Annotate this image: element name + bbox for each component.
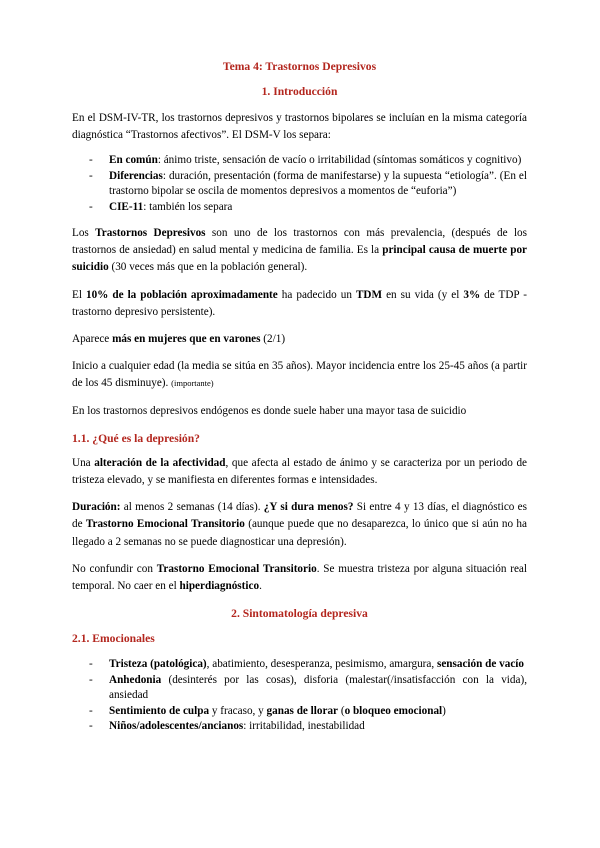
paragraph-no-confundir: No confundir con Trastorno Emocional Transitorio. Se muestra tristeza por alguna situación real temporal. No caer en el hiperdiagnóstico. [72, 562, 527, 593]
section-heading-emocionales: 2.1. Emocionales [72, 632, 155, 646]
dash-marker: - [89, 169, 93, 182]
paragraph-dsm: En el DSM-IV-TR, los trastornos depresivos y trastornos bipolares se incluían en la misma categoría diagnóstica “Trastornos afectivos”. El DSM-V los separa: [72, 112, 527, 142]
dash-marker: - [89, 673, 93, 686]
bullet-text: : también los separa [143, 200, 233, 213]
dash-marker: - [89, 154, 93, 167]
note-importante: (importante) [171, 378, 214, 389]
paragraph-definicion: Una alteración de la afectividad, que afecta al estado de ánimo y se caracteriza por un periodo de tristeza elevado, y se manifiesta en diferentes formas e intensidades. [72, 456, 528, 487]
section-heading-introduccion: 1. Introducción [261, 85, 338, 98]
paragraph-inicio: Inicio a cualquier edad (la media se sitúa en 35 años). Mayor incidencia entre los 25-45 años (a partir de los 45 disminuye). (importante) [72, 360, 527, 390]
document-title: Tema 4: Trastornos Depresivos [222, 60, 377, 73]
paragraph-duracion: Duración: al menos 2 semanas (14 días). ¿Y si dura menos? Si entre 4 y 13 días, el diagnóstico es de Trastorno Emocional Transitorio (aunque puede que no desaparezca, lo único que si aún no ha llegado a 2 semanas no se puede diagnosticar una depresión). [72, 501, 527, 548]
bullet-list-emocionales [72, 657, 527, 734]
dash-marker: - [89, 200, 93, 213]
section-heading-sintomatologia: 2. Sintomatología depresiva [231, 607, 368, 621]
paragraph-porcentaje: El 10% de la población aproximadamente ha padecido un TDM en su vida (y el 3% de TDP - trastorno depresivo persistente). [72, 288, 527, 318]
bullet-text: : duración, presentación (forma de manifestarse) y la supuesta “etiología”. (En el trastorno bipolar se oscila de momentos depresivos a momentos de “euforia”) [109, 169, 527, 198]
dash-marker: - [89, 704, 93, 717]
dash-marker: - [89, 658, 93, 671]
bullet-list-dsm [72, 153, 527, 215]
list-item [72, 200, 527, 215]
section-heading-que-es: 1.1. ¿Qué es la depresión? [72, 431, 200, 445]
paragraph-prevalencia: Los Trastornos Depresivos son uno de los trastornos con más prevalencia, (después de los trastornos de ansiedad) en salud mental y medicina de familia. Es la principal causa de muerte por suicidio (30 veces más que en la población general). [72, 227, 527, 274]
list-item: - Sentimiento de culpa y fracaso, y ganas de llorar (o bloqueo emocional) [72, 704, 527, 719]
bullet-term: Diferencias [109, 169, 163, 182]
list-item: - Tristeza (patológica), abatimiento, desesperanza, pesimismo, amargura, sensación de vacío [72, 657, 527, 672]
dash-marker: - [89, 719, 93, 732]
bullet-text: : ánimo triste, sensación de vacío o irritabilidad (síntomas somáticos y cognitivo) [157, 154, 522, 167]
paragraph-sexo: Aparece más en mujeres que en varones (2/1) [72, 333, 286, 346]
document-page [72, 60, 527, 734]
bullet-term: CIE-11 [109, 200, 144, 213]
list-item: - Anhedonia (desinterés por las cosas), disforia (malestar(/insatisfacción con la vida), ansiedad [89, 673, 527, 702]
list-item [72, 153, 527, 168]
list-item: - Niños/adolescentes/ancianos: irritabilidad, inestabilidad [72, 719, 527, 734]
paragraph-endogenos: En los trastornos depresivos endógenos es donde suele haber una mayor tasa de suicidio [72, 404, 467, 417]
bullet-term: En común [109, 154, 158, 167]
list-item [72, 169, 527, 200]
